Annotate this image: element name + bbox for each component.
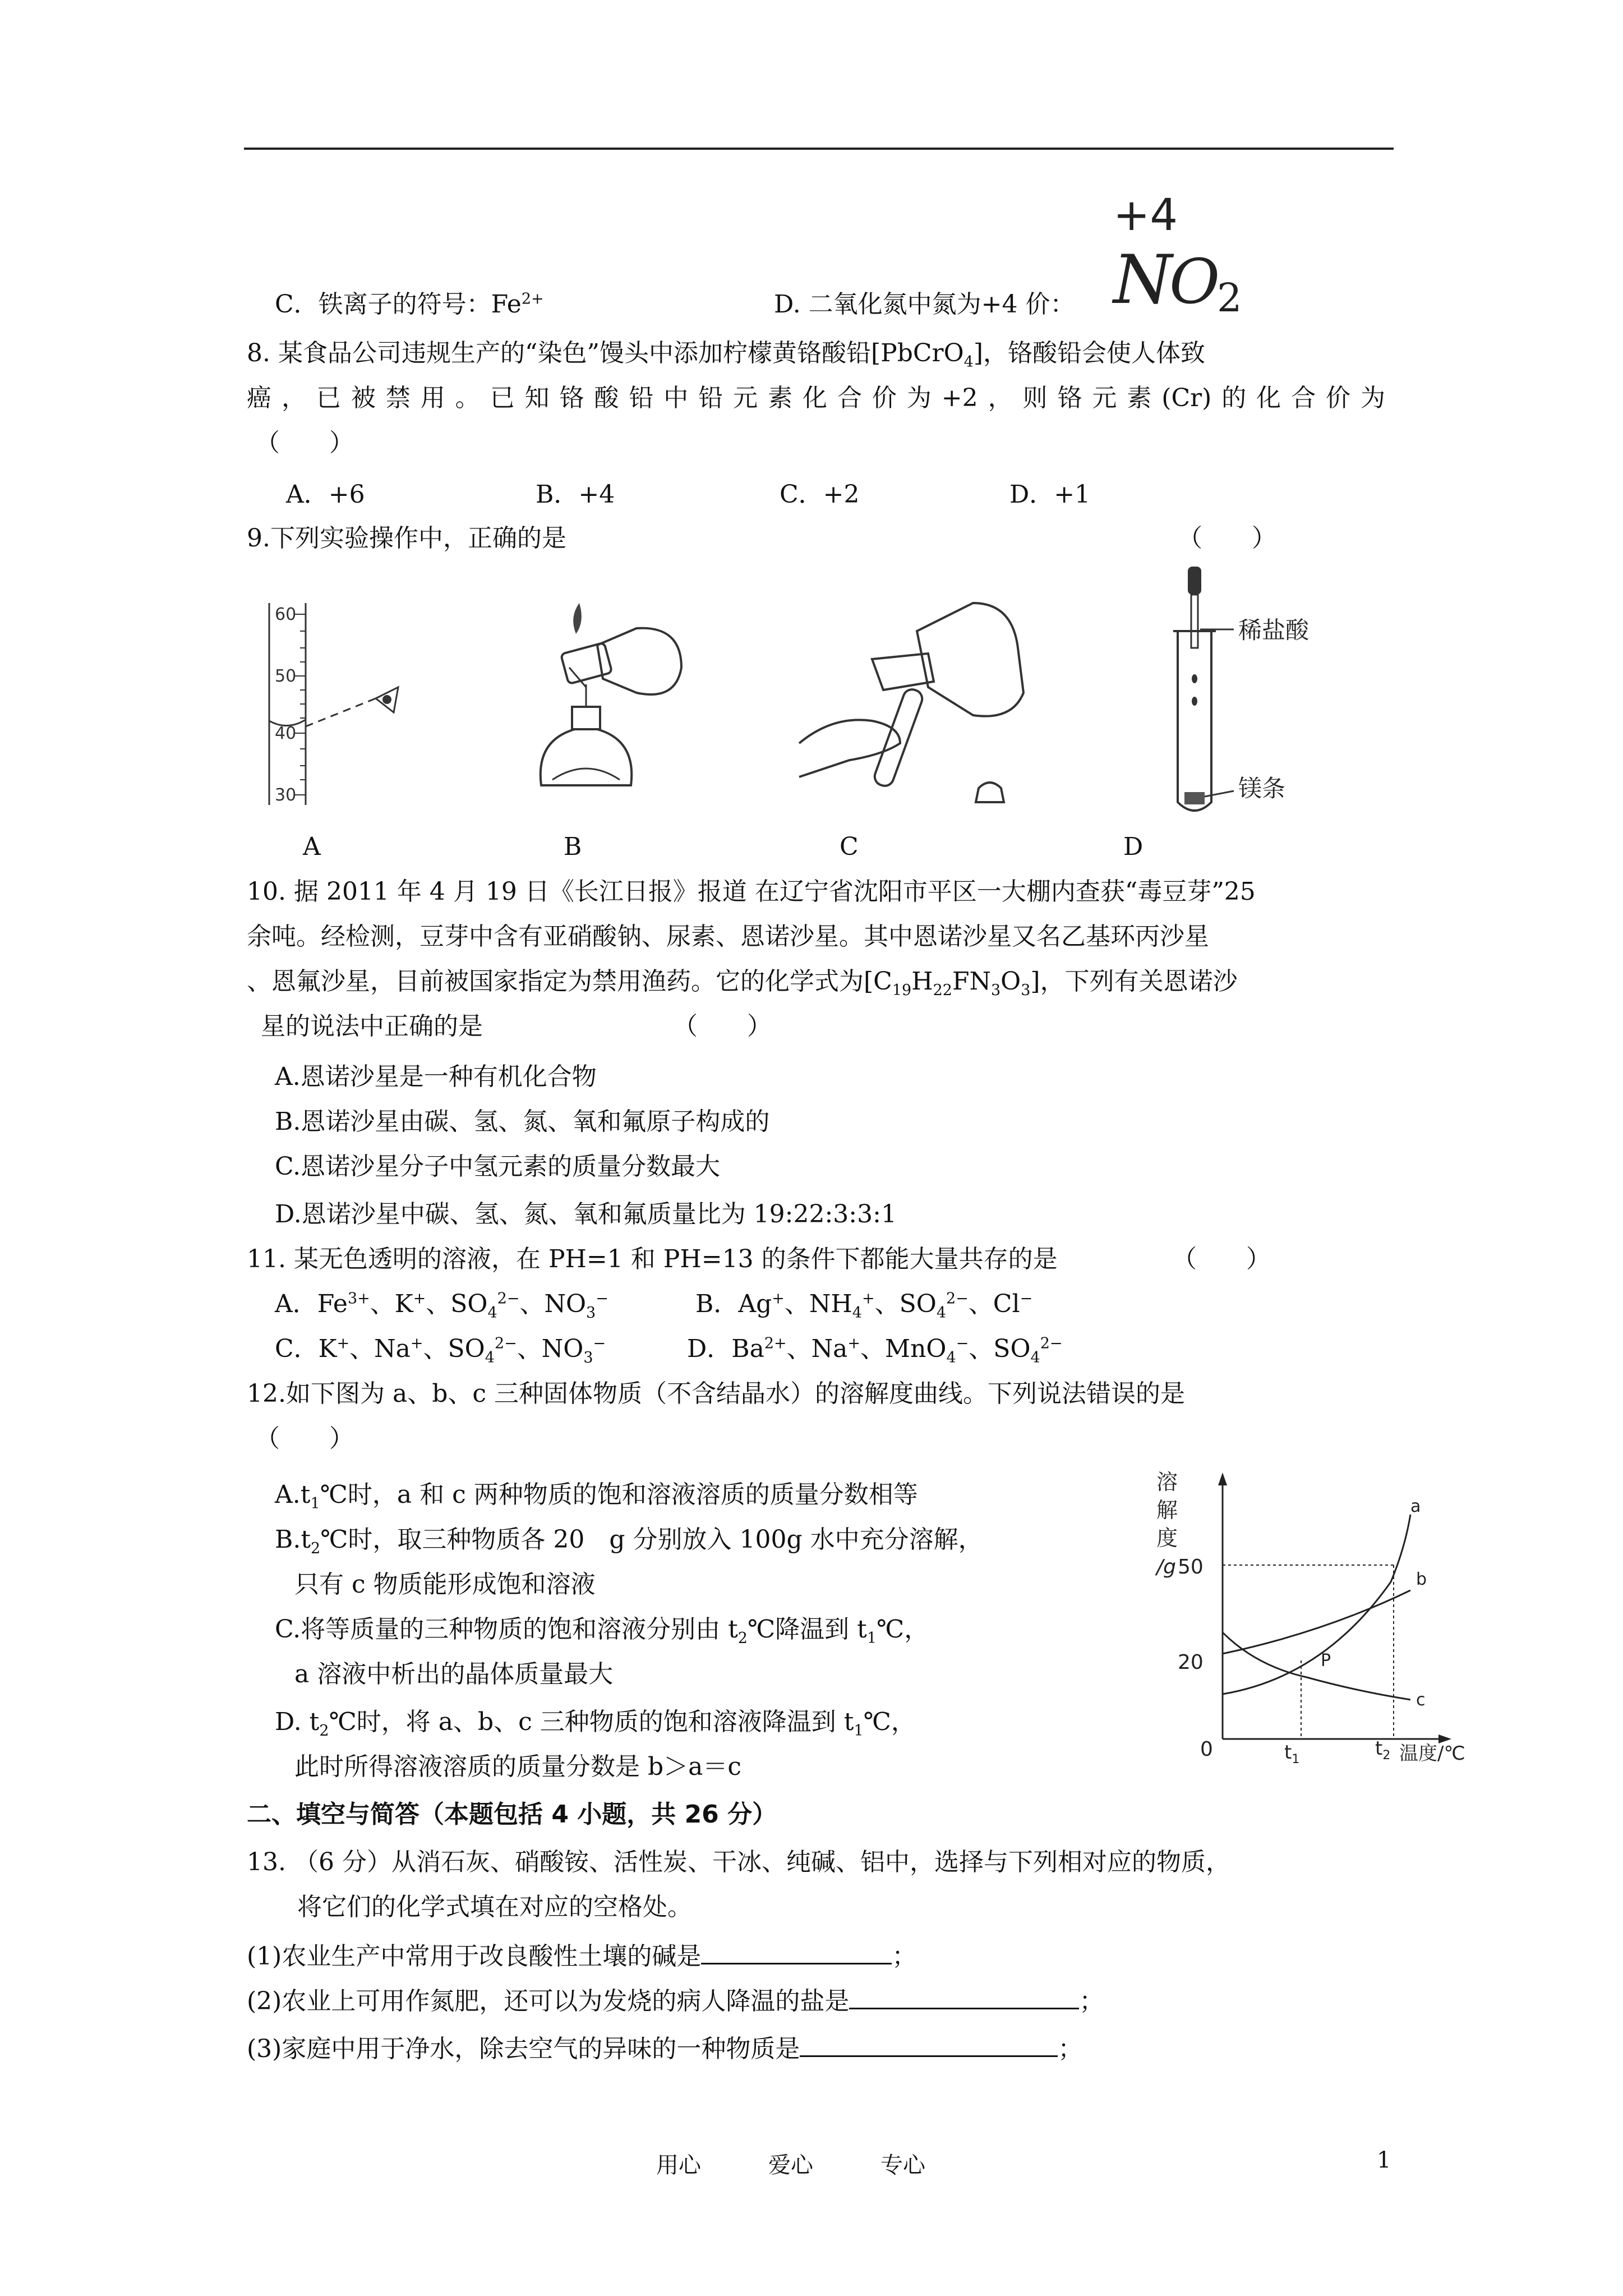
figure-b-alcohol-lamp: [513, 595, 698, 825]
q8-line1: 8. 某食品公司违规生产的“染色”馒头中添加柠檬黄铬酸铅[PbCrO$_4$]，铬酸铅会使人体致: [247, 339, 1206, 371]
curve-b: [1223, 1590, 1410, 1654]
curve-a: [1223, 1515, 1410, 1694]
ylabel-char-3: 度: [1156, 1526, 1178, 1550]
q10-option-a: A.恩诺沙星是一种有机化合物: [275, 1062, 597, 1091]
q8-paren: （ ）: [255, 429, 354, 457]
fig-label-b: B: [564, 832, 582, 861]
q12-option-d2: 此时所得溶液溶质的质量分数是 b＞a＝c: [294, 1752, 742, 1781]
curve-c: [1223, 1632, 1410, 1700]
formula-sub2: 2: [1217, 275, 1242, 320]
valence-plus4: +4: [1113, 196, 1178, 241]
formula-o: O: [1169, 246, 1220, 318]
q8-option-c: C．+2: [780, 480, 860, 509]
q12-line1: 12.如下图为 a、b、c 三种固体物质（不含结晶水）的溶解度曲线。下列说法错误的是: [247, 1379, 1185, 1408]
q13-blank-1: (1)农业生产中常用于改良酸性土壤的碱是 ；: [247, 1938, 916, 1973]
tick-60: 60: [275, 605, 297, 624]
q12-option-d1: D. $t_2℃$时，将 a、b、c 三种物质的饱和溶液降温到 $t_1℃$，: [275, 1708, 916, 1740]
q13-line2: 将它们的化学式填在对应的空格处。: [297, 1893, 692, 1921]
q9-stem: 9.下列实验操作中，正确的是: [247, 524, 566, 553]
section-2-heading: 二、填空与简答（本题包括 4 小题，共 26 分）: [247, 1800, 777, 1829]
q10-line4: 星的说法中正确的是: [261, 1012, 483, 1041]
answer-blank-2[interactable]: [849, 1983, 1079, 2009]
label-dilute-hcl: 稀盐酸: [1238, 616, 1310, 644]
q12-option-c2: a 溶液中析出的晶体质量最大: [294, 1660, 614, 1688]
ylabel-char-1: 溶: [1156, 1470, 1178, 1494]
header-rule: [244, 148, 1394, 150]
q13-blank-2: (2)农业上可用作氮肥，还可以为发烧的病人降温的盐是 ；: [247, 1983, 1104, 2018]
q10-line1: 10. 据 2011 年 4 月 19 日《长江日报》报道 在辽宁省沈阳市平区一大棚内查获“毒豆芽”25: [247, 877, 1256, 906]
solubility-curve-graph: [1155, 1464, 1492, 1778]
fig-label-d: D: [1123, 832, 1144, 861]
curve-label-c: c: [1416, 1690, 1426, 1710]
point-p-label: P: [1321, 1651, 1331, 1671]
q8-option-b: B．+4: [536, 480, 615, 509]
page-number: 1: [1377, 2147, 1391, 2173]
q10-paren: （ ）: [673, 1012, 772, 1041]
q10-option-d: D.恩诺沙星中碳、氢、氮、氧和氟质量比为 19:22:3:3:1: [275, 1200, 897, 1228]
x-tick-t1: $t_1$: [1284, 1741, 1300, 1766]
q9-paren: （ ）: [1178, 524, 1276, 553]
q11-option-b: B．Ag+、$NH_4^+$、$SO_4^{2-}$、Cl−: [695, 1290, 1033, 1322]
ylabel-char-2: 解: [1156, 1498, 1178, 1522]
q10-line2: 余吨。经检测，豆芽中含有亚硝酸钠、尿素、恩诺沙星。其中恩诺沙星又名乙基环丙沙星: [247, 922, 1209, 951]
figure-c-pouring-liquid: [788, 597, 1029, 822]
x-tick-t2: $t_2$: [1375, 1737, 1391, 1763]
footer-word-2: 爱心: [768, 2152, 813, 2178]
q11-paren: （ ）: [1172, 1245, 1271, 1273]
q11-option-a: A．$Fe^{3+}$、K+、$SO_4^{2-}$、$NO_3^-$: [275, 1290, 608, 1322]
figure-d-test-tube: [1144, 561, 1380, 825]
figure-a-cylinder-reading: [247, 597, 432, 822]
q8-line2: 癌，已被禁用。已知铬酸铅中铅元素化合价为+2，则铬元素(Cr)的化合价为: [247, 384, 1385, 412]
tick-30: 30: [275, 785, 297, 805]
curve-label-a: a: [1410, 1497, 1421, 1516]
q12-option-c1: C.将等质量的三种物质的饱和溶液分别由 $t_2℃$降温到 $t_1℃$，: [275, 1615, 929, 1647]
label-magnesium: 镁条: [1238, 775, 1286, 802]
q12-paren: （ ）: [255, 1424, 354, 1453]
ylabel-unit: /g: [1156, 1556, 1176, 1579]
q7-option-c: C．铁离子的符号：$Fe^{2+}$: [275, 290, 544, 319]
formula-n: N: [1113, 241, 1172, 319]
no2-valence-formula: [1108, 196, 1253, 320]
curve-label-b: b: [1416, 1570, 1427, 1589]
origin-label: 0: [1200, 1738, 1213, 1761]
q11-option-d: D．$Ba^{2+}$、Na+、MnO$_4$−、$SO_4^{2-}$: [687, 1335, 1063, 1366]
q8-option-a: A．+6: [286, 480, 365, 509]
answer-blank-3[interactable]: [800, 2031, 1058, 2057]
footer-word-1: 用心: [656, 2152, 701, 2178]
tick-40: 40: [275, 724, 297, 743]
y-tick-20: 20: [1178, 1651, 1204, 1674]
q11-option-c: C．K+、Na+、$SO_4^{2-}$、$NO_3^-$: [275, 1335, 606, 1366]
q13-blank-3: (3)家庭中用于净水，除去空气的异味的一种物质是 ；: [247, 2031, 1082, 2066]
y-tick-50: 50: [1178, 1556, 1204, 1579]
x-axis-label: 温度/℃: [1399, 1742, 1465, 1765]
q10-line3: 、恩氟沙星，目前被国家指定为禁用渔药。它的化学式为$[C_{19}H_{22}FN_3O_3]$，下列有关恩诺沙: [247, 967, 1238, 999]
q10-option-c: C.恩诺沙星分子中氢元素的质量分数最大: [275, 1152, 721, 1181]
q7-option-d: D. 二氧化氮中氮为+4 价：: [774, 290, 1075, 319]
q13-line1: 13. （6 分）从消石灰、硝酸铵、活性炭、干冰、纯碱、铝中，选择与下列相对应的物质，: [247, 1848, 1230, 1876]
answer-blank-1[interactable]: [701, 1938, 892, 1964]
tick-50: 50: [275, 666, 297, 686]
fig-label-c: C: [840, 832, 859, 861]
q10-option-b: B.恩诺沙星由碳、氢、氮、氧和氟原子构成的: [275, 1107, 770, 1136]
q12-option-b2: 只有 c 物质能形成饱和溶液: [294, 1570, 596, 1599]
fig-label-a: A: [303, 832, 321, 861]
q12-option-b1: $B.t_2℃$时，取三种物质各 20 g 分别放入 100g 水中充分溶解，: [275, 1525, 983, 1557]
q8-option-d: D．+1: [1009, 480, 1091, 509]
q11-stem: 11. 某无色透明的溶液，在 PH=1 和 PH=13 的条件下都能大量共存的是: [247, 1245, 1058, 1273]
q12-option-a: $A.t_1℃$时，a 和 c 两种物质的饱和溶液溶质的质量分数相等: [275, 1480, 918, 1512]
footer-word-3: 专心: [880, 2152, 925, 2178]
